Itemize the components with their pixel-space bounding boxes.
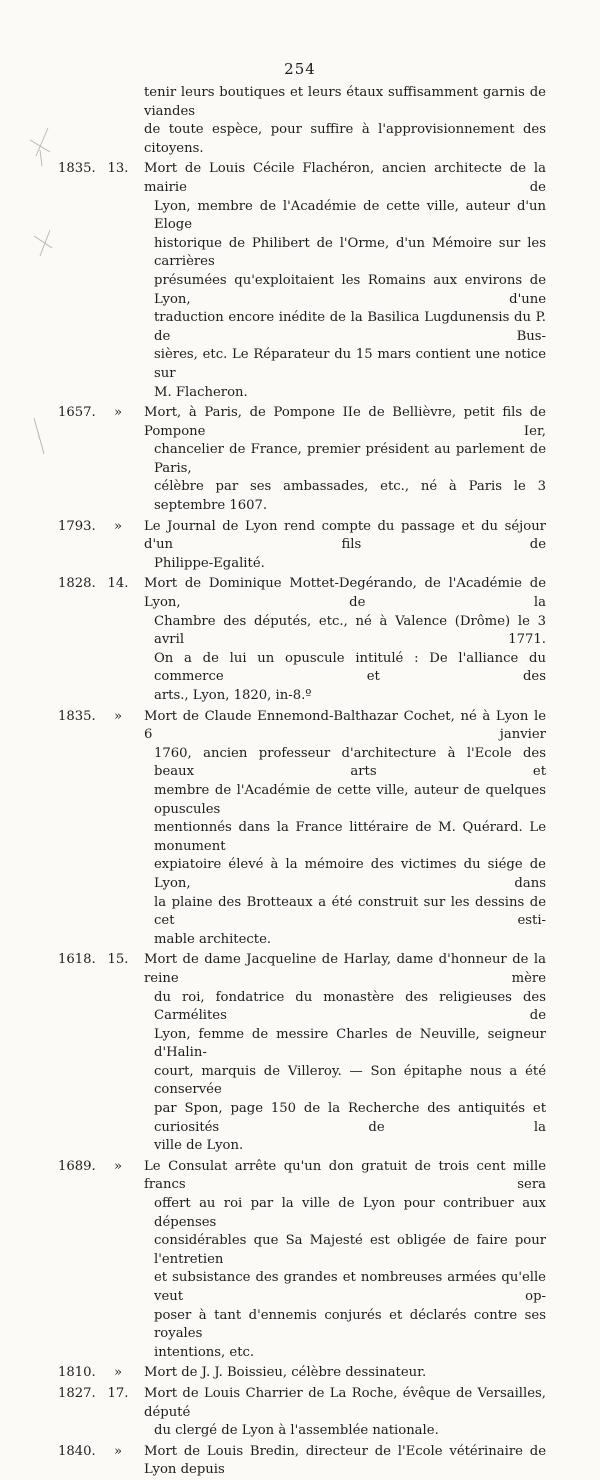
text-line: du roi, fondatrice du monastère des religieuses des Carmélites de bbox=[154, 989, 546, 1024]
text-line: Mort de J. J. Boissieu, célèbre dessinateur. bbox=[144, 1365, 427, 1381]
chronology-entry bbox=[58, 404, 546, 516]
entry-year: 1835. bbox=[58, 161, 96, 177]
text-line: Mort de Louis Charrier de La Roche, évêque de Versailles, député bbox=[144, 1385, 546, 1420]
text-line: Lyon, membre de l'Académie de cette ville, auteur d'un Eloge bbox=[154, 198, 546, 233]
entry-text bbox=[132, 575, 546, 705]
text-line: Chambre des députés, etc., né à Valence (Drôme) le 3 avril 1771. bbox=[154, 613, 546, 648]
margin-tick-mark bbox=[34, 418, 44, 454]
text-line: Mort, à Paris, de Pompone IIe de Bellièvre, petit fils de Pompone Ier, bbox=[144, 405, 546, 439]
text-line: membre de l'Académie de cette ville, auteur de quelques opuscules bbox=[154, 782, 546, 817]
chronology-entry bbox=[58, 575, 546, 705]
text-line: court, marquis de Villeroy. — Son épitaphe nous a été conservée bbox=[154, 1063, 546, 1098]
chronology-entry bbox=[58, 1364, 546, 1383]
entry-year: 1657. bbox=[58, 405, 96, 421]
continuation-paragraph bbox=[58, 84, 546, 158]
entry-day: 14. bbox=[107, 576, 129, 592]
text-line: 1760, ancien professeur d'architecture à l'Ecole des beaux arts et bbox=[154, 745, 546, 780]
entry-year: 1618. bbox=[58, 952, 96, 968]
page-number: 254 bbox=[284, 60, 316, 78]
page-body bbox=[58, 84, 546, 1480]
entry-year: 1840. bbox=[58, 1443, 96, 1459]
entry-text bbox=[132, 1158, 546, 1363]
entry-text bbox=[132, 1443, 546, 1480]
entry-day: » bbox=[113, 405, 123, 421]
text-line: considérables que Sa Majesté est obligée de faire pour l'entretien bbox=[154, 1233, 546, 1267]
entry-text bbox=[132, 1364, 546, 1383]
chronology-entry bbox=[58, 951, 546, 1156]
text-line: ville de Lyon. bbox=[154, 1138, 244, 1154]
text-line: par Spon, page 150 de la Recherche des antiquités et curiosités de la bbox=[154, 1101, 546, 1135]
text-line: offert au roi par la ville de Lyon pour contribuer aux dépenses bbox=[154, 1196, 546, 1230]
text-line: sières, etc. Le Réparateur du 15 mars contient une notice sur bbox=[154, 347, 546, 381]
chronology-entry bbox=[58, 1385, 546, 1441]
text-line: poser à tant d'ennemis conjurés et déclarés contre ses royales bbox=[154, 1307, 546, 1342]
entry-year: 1689. bbox=[58, 1158, 96, 1174]
text-line: du clergé de Lyon à l'assemblée nationale. bbox=[154, 1423, 439, 1439]
text-line: intentions, etc. bbox=[154, 1344, 255, 1360]
entry-day: » bbox=[113, 708, 123, 724]
chronology-entry bbox=[58, 1158, 546, 1363]
text-line: mable architecte. bbox=[154, 931, 272, 947]
text-line: Lyon, femme de messire Charles de Neuville, seigneur d'Halin- bbox=[154, 1026, 546, 1061]
text-line: expiatoire élevé à la mémoire des victimes du siége de Lyon, dans bbox=[154, 857, 546, 891]
entry-day: » bbox=[113, 1443, 123, 1459]
text-line: de toute espèce, pour suffire à l'approvisionnement des citoyens. bbox=[144, 122, 546, 156]
text-line: présumées qu'exploitaient les Romains aux environs de Lyon, d'une bbox=[154, 272, 546, 307]
entry-text bbox=[132, 1385, 546, 1441]
text-line: tenir leurs boutiques et leurs étaux suffisamment garnis de viandes bbox=[144, 85, 546, 119]
entry-year: 1810. bbox=[58, 1365, 96, 1381]
text-line: mentionnés dans la France littéraire de M. Quérard. Le monument bbox=[154, 820, 546, 854]
text-line: chancelier de France, premier président au parlement de Paris, bbox=[154, 442, 546, 476]
text-line: Mort de Claude Ennemond-Balthazar Cochet, né à Lyon le 6 janvier bbox=[144, 708, 546, 743]
text-line: Mort de Louis Bredin, directeur de l'Ecole vétérinaire de Lyon depuis bbox=[144, 1443, 546, 1478]
text-line: Mort de dame Jacqueline de Harlay, dame d'honneur de la reine mère bbox=[144, 952, 546, 986]
chronology-entry bbox=[58, 708, 546, 950]
entry-year: 1828. bbox=[58, 576, 96, 592]
text-line: célèbre par ses ambassades, etc., né à Paris le 3 septembre 1607. bbox=[154, 479, 546, 514]
margin-cross-mark bbox=[34, 230, 52, 256]
entry-text bbox=[132, 160, 546, 402]
text-line: Le Journal de Lyon rend compte du passage et du séjour d'un fils de bbox=[144, 518, 546, 553]
entry-text bbox=[132, 951, 546, 1156]
entry-year: 1793. bbox=[58, 518, 96, 534]
entry-year: 1835. bbox=[58, 708, 96, 724]
entry-day: 17. bbox=[107, 1385, 129, 1401]
entry-year: 1827. bbox=[58, 1385, 96, 1401]
entry-day: 15. bbox=[107, 952, 129, 968]
entry-text bbox=[132, 708, 546, 950]
entry-text bbox=[132, 404, 546, 516]
entry-text bbox=[132, 518, 546, 574]
margin-cross-mark bbox=[30, 128, 50, 166]
text-line: M. Flacheron. bbox=[154, 384, 248, 400]
text-line: On a de lui un opuscule intitulé : De l'alliance du commerce et des bbox=[154, 650, 546, 685]
entry-day: » bbox=[113, 518, 123, 534]
text-line: traduction encore inédite de la Basilica Lugdunensis du P. de Bus- bbox=[154, 310, 546, 344]
text-line: Le Consulat arrête qu'un don gratuit de trois cent mille francs sera bbox=[144, 1158, 546, 1193]
text-line: arts., Lyon, 1820, in-8.º bbox=[154, 688, 312, 703]
text-line: Mort de Louis Cécile Flachéron, ancien architecte de la mairie de bbox=[144, 161, 546, 195]
chronology-entry bbox=[58, 160, 546, 402]
text-line: et subsistance des grandes et nombreuses armées qu'elle veut op- bbox=[154, 1270, 546, 1304]
entry-day: » bbox=[113, 1158, 123, 1174]
text-line: Philippe-Egalité. bbox=[154, 555, 265, 571]
text-line: la plaine des Brotteaux a été construit sur les dessins de cet esti- bbox=[154, 894, 546, 929]
chronology-entry bbox=[58, 1443, 546, 1480]
text-line: historique de Philibert de l'Orme, d'un Mémoire sur les carrières bbox=[154, 235, 546, 270]
chronology-entry bbox=[58, 518, 546, 574]
entry-day: » bbox=[113, 1365, 123, 1381]
entry-day: 13. bbox=[107, 161, 129, 177]
text-line: Mort de Dominique Mottet-Degérando, de l'Académie de Lyon, de la bbox=[144, 576, 546, 611]
